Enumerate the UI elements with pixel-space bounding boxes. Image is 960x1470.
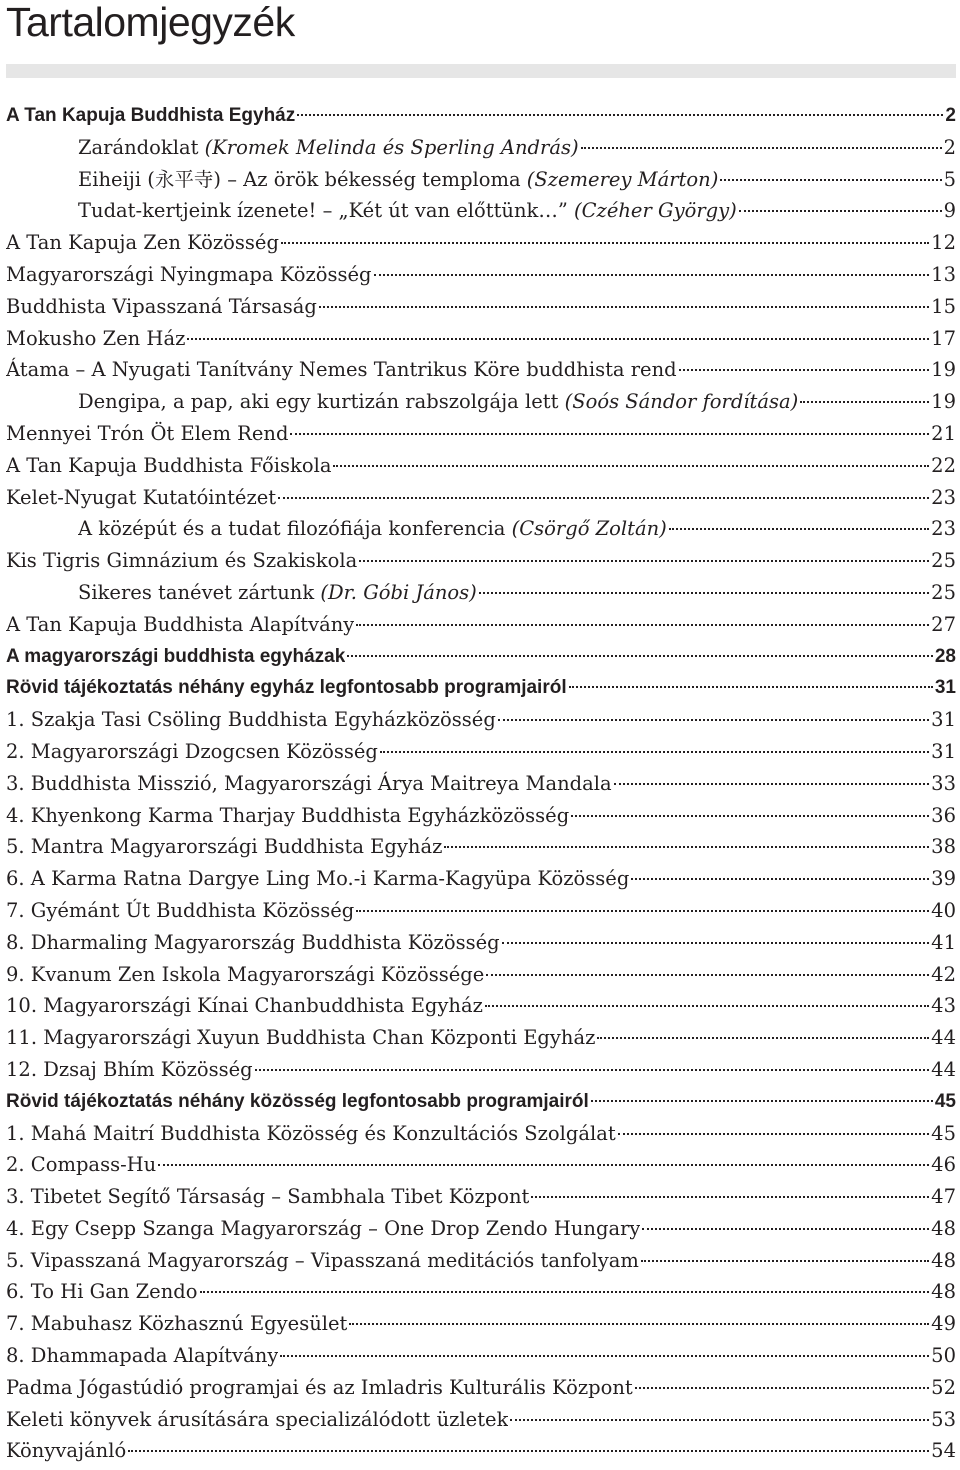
toc-page-number: 50 (931, 1344, 956, 1368)
table-of-contents (6, 100, 956, 1467)
toc-entry-text: 10. Magyarországi Kínai Chanbuddhista Egyház (6, 994, 483, 1018)
toc-entry-text: 1. Mahá Maitrí Buddhista Közösség és Konzultációs Szolgálat (6, 1121, 616, 1145)
toc-entry[interactable] (6, 132, 956, 164)
dot-leader (669, 528, 929, 530)
toc-page-number: 44 (931, 1057, 956, 1081)
toc-entry-text: Zarándoklat (78, 135, 205, 159)
toc-page-number: 15 (931, 294, 956, 318)
toc-entry-text: 8. Dhammapada Alapítvány (6, 1344, 279, 1368)
toc-page-number: 25 (931, 580, 956, 604)
dot-leader (479, 592, 929, 594)
toc-page-number: 48 (931, 1280, 956, 1304)
toc-entry-title (6, 736, 378, 768)
toc-entry-title (78, 164, 718, 196)
toc-entry-title (6, 1276, 198, 1308)
toc-entry-text: Dengipa, a pap, aki egy kurtizán rabszolgája lett (78, 390, 565, 414)
toc-entry-text: A Tan Kapuja Zen Közösség (6, 231, 279, 255)
dot-leader (374, 274, 930, 276)
dot-leader (486, 974, 929, 976)
toc-entry[interactable] (6, 418, 956, 450)
toc-entry-text: 5. Mantra Magyarországi Buddhista Egyház (6, 835, 443, 859)
toc-entry-title (6, 704, 496, 736)
toc-entry[interactable] (6, 641, 956, 673)
toc-page-number: 17 (931, 326, 956, 350)
toc-entry-text: Sikeres tanévet zártunk (78, 580, 321, 604)
toc-entry-title (6, 1181, 529, 1213)
toc-entry-title (6, 1435, 126, 1467)
toc-entry-title (78, 195, 737, 227)
dot-leader (498, 719, 929, 721)
dot-leader (255, 1069, 930, 1071)
dot-leader (319, 306, 929, 308)
dot-leader (356, 910, 929, 912)
dot-leader (739, 210, 942, 212)
toc-entry[interactable] (6, 100, 956, 132)
toc-entry[interactable] (6, 1340, 956, 1372)
toc-entry[interactable] (6, 959, 956, 991)
toc-entry-author: (Szemerey Márton) (526, 167, 719, 191)
toc-entry-text: 7. Mabuhasz Közhasznú Egyesület (6, 1312, 348, 1336)
toc-entry[interactable] (6, 577, 956, 609)
dot-leader (581, 147, 942, 149)
toc-entry-text: 11. Magyarországi Xuyun Buddhista Chan Központi Egyház (6, 1026, 596, 1050)
dot-leader (569, 686, 933, 688)
toc-entry[interactable] (6, 768, 956, 800)
toc-page-number: 28 (934, 645, 956, 667)
toc-entry-title (6, 863, 629, 895)
toc-page-number: 49 (931, 1312, 956, 1336)
toc-entry-title (6, 768, 612, 800)
toc-entry-text: Padma Jógastúdió programjai és az Imladris Kulturális Központ (6, 1375, 633, 1399)
toc-page-number: 31 (931, 708, 956, 732)
toc-page-number: 47 (931, 1185, 956, 1209)
toc-entry[interactable] (6, 609, 956, 641)
toc-entry-title (6, 1118, 616, 1150)
toc-entry-title (6, 1022, 595, 1054)
toc-entry-text: Magyarországi Nyingmapa Közösség (6, 262, 372, 286)
dot-leader (297, 114, 943, 116)
toc-entry-author: (Soós Sándor fordítása) (564, 390, 799, 414)
toc-entry-text: 4. Egy Csepp Szanga Magyarország – One Drop Zendo Hungary (6, 1216, 641, 1240)
toc-entry[interactable] (6, 1149, 956, 1181)
toc-entry-text: Keleti könyvek árusítására specializálódott üzletek (6, 1407, 509, 1431)
toc-entry-title (78, 132, 579, 164)
toc-page-number: 46 (931, 1153, 956, 1177)
toc-entry[interactable] (6, 1435, 956, 1467)
toc-page-number: 31 (931, 739, 956, 763)
toc-page-number: 27 (931, 612, 956, 636)
toc-page-number: 41 (931, 930, 956, 954)
toc-page-number: 19 (931, 390, 956, 414)
toc-entry-title (6, 672, 567, 704)
toc-entry[interactable] (6, 291, 956, 323)
toc-entry[interactable] (6, 1245, 956, 1277)
toc-entry[interactable] (6, 164, 956, 196)
toc-entry[interactable] (6, 450, 956, 482)
toc-entry-text: A Tan Kapuja Buddhista Alapítvány (6, 612, 355, 636)
toc-page-number: 21 (931, 421, 956, 445)
toc-entry-text: 8. Dharmaling Magyarország Buddhista Közösség (6, 930, 500, 954)
dot-leader (591, 1100, 933, 1102)
toc-entry-text: Kis Tigris Gimnázium és Szakiskola (6, 549, 358, 573)
toc-entry-title (6, 227, 279, 259)
toc-page-number: 22 (931, 453, 956, 477)
toc-entry[interactable] (6, 545, 956, 577)
dot-leader (618, 1133, 929, 1135)
toc-entry-text: Buddhista Vipasszaná Társaság (6, 294, 317, 318)
dot-leader (356, 624, 929, 626)
toc-entry-title (6, 1149, 156, 1181)
dot-leader (571, 815, 929, 817)
toc-entry-title (6, 641, 345, 673)
toc-entry-text: 1. Szakja Tasi Csöling Buddhista Egyházközösség (6, 708, 496, 732)
toc-entry[interactable] (6, 672, 956, 704)
toc-entry-text: 3. Buddhista Misszió, Magyarországi Árya Maitreya Mandala (6, 771, 612, 795)
toc-entry-text: Könyvajánló (6, 1439, 127, 1463)
toc-entry-title (6, 1308, 347, 1340)
dot-leader (510, 1419, 929, 1421)
toc-page-number: 39 (931, 867, 956, 891)
toc-entry-author: (Kromek Melinda és Sperling András) (204, 135, 579, 159)
toc-entry-text: 9. Kvanum Zen Iskola Magyarországi Közössége (6, 962, 485, 986)
toc-page-number: 19 (931, 358, 956, 382)
toc-entry-text: Mennyei Trón Öt Elem Rend (6, 421, 289, 445)
page-title: Tartalomjegyzék (6, 0, 295, 45)
toc-entry[interactable] (6, 1181, 956, 1213)
toc-entry-title (78, 386, 798, 418)
toc-entry-title (6, 482, 276, 514)
toc-entry[interactable] (6, 1276, 956, 1308)
dot-leader (641, 1260, 929, 1262)
dot-leader (278, 497, 929, 499)
toc-entry[interactable] (6, 704, 956, 736)
toc-entry[interactable] (6, 831, 956, 863)
toc-entry-title (6, 800, 569, 832)
toc-entry-title (6, 927, 500, 959)
toc-page-number: 23 (931, 517, 956, 541)
toc-entry-text: Mokusho Zen Ház (6, 326, 186, 350)
toc-entry[interactable] (6, 259, 956, 291)
toc-entry-title (6, 895, 354, 927)
dot-leader (280, 1355, 929, 1357)
toc-entry-text: A magyarországi buddhista egyházak (6, 645, 346, 667)
toc-entry-text: 3. Tibetet Segítő Társaság – Sambhala Tibet Központ (6, 1185, 530, 1209)
dot-leader (128, 1450, 929, 1452)
dot-leader (333, 465, 929, 467)
toc-entry[interactable] (6, 1118, 956, 1150)
dot-leader (485, 1005, 929, 1007)
dot-leader (380, 751, 929, 753)
toc-page-number: 48 (931, 1216, 956, 1240)
toc-entry-title (6, 831, 442, 863)
toc-entry-text: 2. Magyarországi Dzogcsen Közösség (6, 739, 378, 763)
dot-leader (502, 942, 930, 944)
toc-entry-title (6, 1213, 640, 1245)
dot-leader (347, 655, 933, 657)
toc-page-number: 25 (931, 549, 956, 573)
toc-entry-text: 5. Vipasszaná Magyarország – Vipasszaná meditációs tanfolyam (6, 1248, 639, 1272)
toc-entry-title (78, 577, 477, 609)
toc-entry-title (6, 418, 288, 450)
toc-entry-title (6, 259, 372, 291)
toc-entry[interactable] (6, 1213, 956, 1245)
toc-entry[interactable] (6, 513, 956, 545)
toc-entry-title (6, 1404, 508, 1436)
dot-leader (281, 242, 929, 244)
toc-entry-text: A Tan Kapuja Buddhista Főiskola (6, 453, 332, 477)
dot-leader (531, 1196, 929, 1198)
dot-leader (597, 1037, 929, 1039)
toc-entry-title (6, 990, 483, 1022)
toc-entry-text: 2. Compass-Hu (6, 1153, 157, 1177)
toc-entry-text: Rövid tájékoztatás néhány közösség legfontosabb programjairól (6, 1090, 589, 1112)
toc-page-number: 52 (931, 1375, 956, 1399)
toc-entry[interactable] (6, 323, 956, 355)
toc-entry-text: 12. Dzsaj Bhím Közösség (6, 1057, 253, 1081)
toc-entry[interactable] (6, 1372, 956, 1404)
toc-entry[interactable] (6, 736, 956, 768)
toc-entry[interactable] (6, 800, 956, 832)
toc-entry[interactable] (6, 1404, 956, 1436)
toc-entry-title (6, 545, 357, 577)
toc-entry-title (6, 609, 354, 641)
dot-leader (200, 1291, 930, 1293)
toc-page-number: 31 (934, 677, 956, 699)
toc-entry[interactable] (6, 354, 956, 386)
toc-entry[interactable] (6, 482, 956, 514)
toc-page-number: 53 (931, 1407, 956, 1431)
toc-entry-title (6, 1340, 278, 1372)
toc-entry-text: 4. Khyenkong Karma Tharjay Buddhista Egyházközösség (6, 803, 570, 827)
toc-entry-text: Kelet-Nyugat Kutatóintézet (6, 485, 277, 509)
toc-entry-title (6, 100, 295, 132)
toc-page-number: 5 (943, 167, 956, 191)
toc-entry[interactable] (6, 863, 956, 895)
toc-page-number: 54 (931, 1439, 956, 1463)
dot-leader (642, 1228, 929, 1230)
toc-page-number: 38 (931, 835, 956, 859)
dot-leader (631, 878, 929, 880)
toc-entry-title (6, 1372, 633, 1404)
toc-entry[interactable] (6, 895, 956, 927)
dot-leader (158, 1164, 929, 1166)
title-rule (6, 64, 956, 78)
toc-entry-text: Rövid tájékoztatás néhány egyház legfontosabb programjairól (6, 677, 567, 699)
toc-page-number: 36 (931, 803, 956, 827)
toc-entry-title (6, 323, 185, 355)
toc-entry[interactable] (6, 1054, 956, 1086)
dot-leader (614, 783, 930, 785)
toc-page-number: 9 (943, 199, 956, 223)
dot-leader (359, 560, 929, 562)
toc-entry[interactable] (6, 1086, 956, 1118)
toc-entry-title (6, 450, 331, 482)
toc-page-number: 42 (931, 962, 956, 986)
toc-page-number: 45 (934, 1090, 956, 1112)
toc-page-number: 33 (931, 771, 956, 795)
toc-entry-title (6, 1245, 639, 1277)
toc-page-number: 12 (931, 231, 956, 255)
toc-entry-title (6, 1086, 589, 1118)
toc-page-number: 40 (931, 898, 956, 922)
dot-leader (800, 401, 929, 403)
toc-entry-text: Tudat-kertjeink ízenete! – „Két út van előttünk…” (78, 199, 575, 223)
toc-page-number: 48 (931, 1248, 956, 1272)
dot-leader (290, 433, 929, 435)
dot-leader (444, 846, 929, 848)
toc-entry-title (6, 291, 317, 323)
toc-entry-author: (Czéher György) (574, 199, 737, 223)
toc-entry-text: 6. To Hi Gan Zendo (6, 1280, 198, 1304)
toc-entry[interactable] (6, 1308, 956, 1340)
toc-page-number: 45 (931, 1121, 956, 1145)
toc-entry-author: (Dr. Góbi János) (320, 580, 477, 604)
toc-entry[interactable] (6, 227, 956, 259)
toc-entry[interactable] (6, 990, 956, 1022)
dot-leader (720, 179, 941, 181)
toc-entry-text: 7. Gyémánt Út Buddhista Közösség (6, 898, 355, 922)
toc-page-number: 44 (931, 1026, 956, 1050)
dot-leader (679, 369, 930, 371)
toc-page-number: 43 (931, 994, 956, 1018)
toc-entry-text: A Tan Kapuja Buddhista Egyház (6, 105, 296, 126)
toc-entry[interactable] (6, 1022, 956, 1054)
toc-entry-title (6, 354, 677, 386)
dot-leader (187, 338, 929, 340)
toc-entry-author: (Csörgő Zoltán) (511, 517, 667, 541)
toc-entry-text: Eiheiji (永平寺) – Az örök békesség temploma (78, 167, 527, 191)
toc-page-number: 23 (931, 485, 956, 509)
toc-page-number: 2 (943, 135, 956, 159)
toc-entry-text: A középút és a tudat filozófiája konferencia (78, 517, 512, 541)
toc-entry-text: 6. A Karma Ratna Dargye Ling Mo.-i Karma-Kagyüpa Közösség (6, 867, 630, 891)
toc-entry-title (6, 1054, 253, 1086)
dot-leader (349, 1323, 929, 1325)
toc-entry[interactable] (6, 386, 956, 418)
toc-entry-text: Átama – A Nyugati Tanítvány Nemes Tantrikus Köre buddhista rend (6, 358, 677, 382)
toc-entry-title (6, 959, 484, 991)
toc-page-number: 13 (931, 262, 956, 286)
toc-entry[interactable] (6, 927, 956, 959)
toc-page-number: 2 (945, 105, 956, 126)
toc-entry[interactable] (6, 195, 956, 227)
dot-leader (635, 1387, 929, 1389)
toc-entry-title (78, 513, 667, 545)
